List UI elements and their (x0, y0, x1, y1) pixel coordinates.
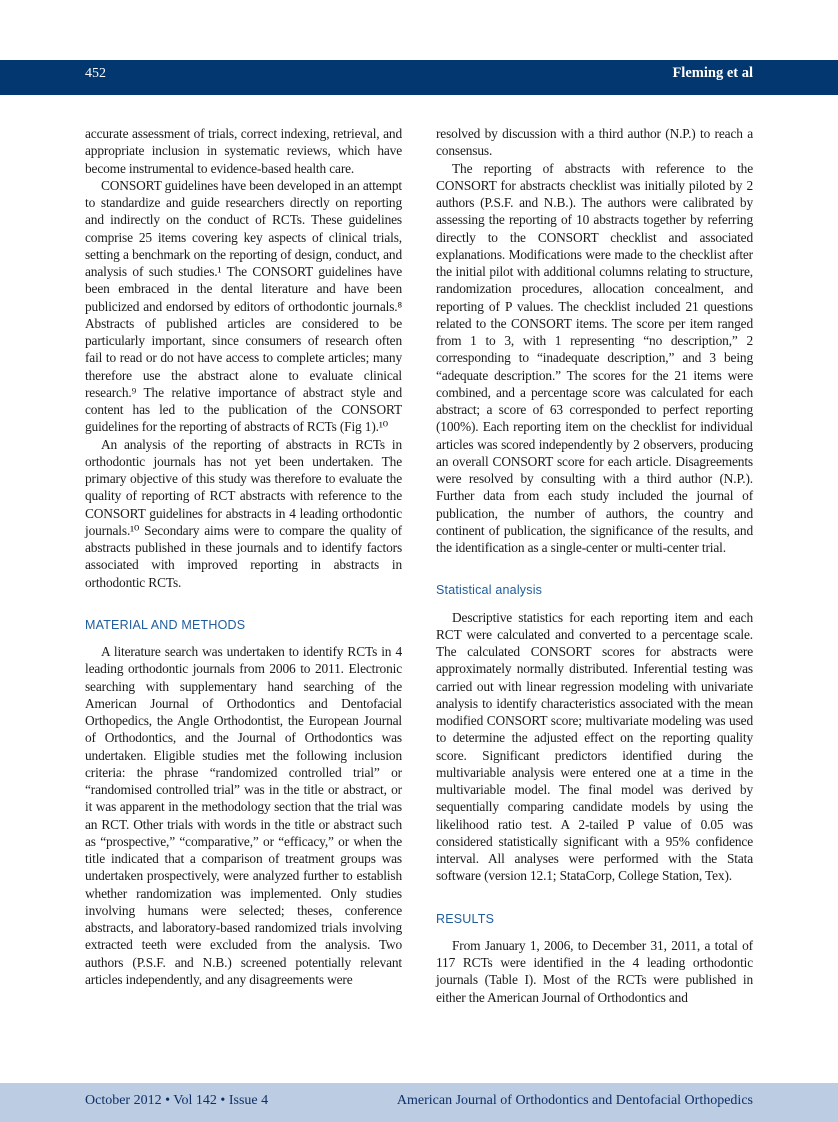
issue-info: October 2012 • Vol 142 • Issue 4 (85, 1093, 269, 1108)
paragraph: CONSORT guidelines have been developed in an attempt to standardize and guide researchers directly on reporting and indirectly on the conduct of RCTs. These guidelines comprise 25 items covering key aspects of clinical trials, setting a benchmark on the reporting of design, conduct, and analysis of such studies.¹ The CONSORT guidelines have been embraced in the dental literature and have been publicized and endorsed by editors of orthodontic journals.⁸ Abstracts of published articles are considered to be particularly important, since consumers of research often fail to read or do not have access to complete articles; many therefore use the abstract alone to evaluate clinical research.⁹ The relative importance of abstract style and content has led to the publication of the CONSORT guidelines for the reporting of abstracts of RCTs (Fig 1).¹⁰ (85, 177, 402, 435)
paragraph: The reporting of abstracts with reference to the CONSORT for abstracts checklist was initially piloted by 2 authors (P.S.F. and N.B.). The authors were calibrated by assessing the reporting of 10 abstracts together by referring directly to the CONSORT checklist and associated explanations. Modifications were made to the checklist after the initial pilot with additional columns relating to structure, randomization procedures, allocation concealment, and reporting of P values. The checklist included 21 questions related to the CONSORT items. The score per item ranged from 1 to 3, with 1 representing “no description,” 2 corresponding to “inadequate description,” and 3 being “adequate description.” The scores for the 21 items were combined, and a percentage score was calculated for each abstract; a score of 63 corresponded to perfect reporting (100%). Each reporting item on the checklist for individual articles was scored independently by 2 observers, producing an overall CONSORT score for each article. Disagreements were resolved by consulting with a third author (N.P.). Further data from each study included the journal of publication, the number of authors, the country and continent of publication, the significance of the results, and the identification as a single-center or multi-center trial. (436, 160, 753, 555)
paragraph: accurate assessment of trials, correct indexing, retrieval, and appropriate inclusion in systematic reviews, which have become instrumental to evidence-based health care. (85, 126, 402, 176)
left-column (85, 125, 402, 988)
running-authors: Fleming et al (672, 65, 753, 81)
paragraph: An analysis of the reporting of abstracts in RCTs in orthodontic journals has not yet been undertaken. The primary objective of this study was therefore to evaluate the quality of reporting of RCT abstracts with reference to the CONSORT guidelines for abstracts in 4 leading orthodontic journals.¹⁰ Secondary aims were to compare the quality of abstracts published in these journals and to identify factors associated with improved reporting in abstracts in orthodontic RCTs. (85, 436, 402, 590)
paragraph: Descriptive statistics for each reporting item and each RCT were calculated and converted to a percentage scale. The calculated CONSORT scores for abstracts were approximately normally distributed. Inferential testing was carried out with linear regression modeling with univariate analysis to identify characteristics associated with the mean modified CONSORT score; multivariate modeling was used to determine the adjusted effect on the reporting quality score. Significant predictors identified during the multivariable analysis were entered one at a time in the multivariable model. The final model was derived by sequentially comparing candidate models by using the likelihood ratio test. A 2-tailed P value of 0.05 was considered statistically significant with a 95% confidence interval. All analyses were performed with the Stata software (version 12.1; StataCorp, College Station, Tex). (436, 609, 753, 884)
paragraph: A literature search was undertaken to identify RCTs in 4 leading orthodontic journals from 2006 to 2011. Electronic searching with supplementary hand searching of the American Journal of Orthodontics and Dentofacial Orthopedics, the Angle Orthodontist, the European Journal of Orthodontics, and the Journal of Orthodontics was undertaken. Eligible studies met the following inclusion criteria: the phrase “randomized controlled trial” or “randomised controlled trial” was in the title or abstract, or it was apparent in the methodology section that the trial was an RCT. Other trials with words in the title or abstract such as “prospective,” “comparative,” or “efficacy,” or when the title indicated that a comparison of treatment groups was undertaken prospectively, were analyzed further to establish whether randomization was implemented. Only studies involving humans were selected; theses, conference abstracts, and laboratory-based randomized trials involving extracted teeth were excluded from the analysis. Two authors (P.S.F. and N.B.) screened potentially relevant articles independently, and any disagreements were (85, 644, 402, 987)
subsection-heading-statistics: Statistical analysis (436, 583, 543, 598)
running-header (0, 60, 838, 95)
journal-name: American Journal of Orthodontics and Dentofacial Orthopedics (396, 1093, 753, 1108)
paragraph: resolved by discussion with a third author (N.P.) to reach a consensus. (436, 126, 753, 159)
page-number: 452 (85, 66, 106, 81)
right-column (436, 125, 753, 1006)
running-footer (0, 1083, 838, 1122)
section-heading-methods: MATERIAL AND METHODS (85, 617, 246, 632)
paragraph: From January 1, 2006, to December 31, 2011, a total of 117 RCTs were identified in the 4 leading orthodontic journals (Table I). Most of the RCTs were published in either the American Journal of Orthodontics and (436, 937, 753, 1005)
section-heading-results: RESULTS (436, 911, 495, 926)
